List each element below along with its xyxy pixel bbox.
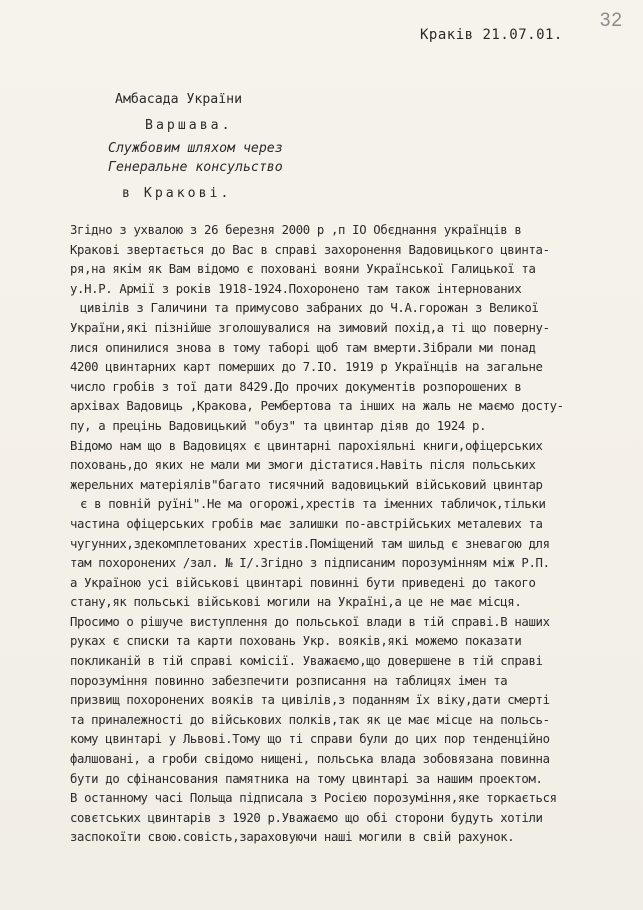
- body-line: Просимо о рішуче виступлення до польської влади в тій справі.В наших: [70, 614, 550, 629]
- body-line: поховань,до яких не мали ми змоги дістатися.Навіть після польських: [70, 458, 536, 473]
- body-line: фалшовані, а гроби свідомо нищені, польська влада зобовязана повинна: [70, 752, 550, 767]
- recipient-city: Варшава.: [145, 118, 233, 133]
- body-line: совєтських цвинтарів з 1920 р.Уважаємо що обі сторони будуть хотіли: [70, 810, 543, 825]
- body-line: лися опинилися знова в тому таборі щоб там вмерти.Зібрали ми понад: [70, 340, 536, 355]
- body-line: архівах Вадовиць ,Кракова, Рембертова та інших на жаль не маємо досту-: [70, 399, 564, 414]
- body-line: призвищ похоронених вояків та цивілів,з поданням їх віку,дати смерті: [70, 693, 550, 708]
- body-line: жерельних матеріялів"багато тисячний вадовицький військовий цвинтар: [70, 477, 543, 492]
- routing-consulate: Генеральне консульство: [108, 160, 283, 175]
- body-line: частина офіцерських гробів має залишки по-австрійських металевих та: [70, 516, 543, 531]
- body-line: цивілів з Галичини та примусово забраних до Ч.А.горожан з Великої: [80, 301, 539, 316]
- body-line: Відомо нам що в Вадовицях є цвинтарні парохіяльні книги,офіцерських: [70, 438, 543, 453]
- body-line: пу, а прецінь Вадовицький "обуз" та цвинтар діяв до 1924 р.: [70, 418, 487, 433]
- body-line: чугунних,здекомплетованих хрестів.Поміщений там шильд є зневагою для: [70, 536, 550, 551]
- routing-city: в Кракові.: [122, 186, 232, 201]
- body-line: є в повній руїні".Не ма огорожі,хрестів та іменних табличок,тільки: [80, 497, 546, 512]
- routing-line: Службовим шляхом через: [108, 141, 283, 156]
- body-line: бути до сфінансования памятника на тому цвинтарі за нашим проектом.: [70, 771, 543, 786]
- page-number: 32: [599, 10, 623, 31]
- body-line: покликаній в тій справі комісії. Уважаємо,що довершене в тій справі: [70, 654, 543, 669]
- body-line: ря,на якім як Вам відомо є поховані вояни Української Галицької та: [70, 262, 536, 277]
- body-line: число гробів з тої дати 8429.До прочих документів розпорошених в: [70, 379, 522, 394]
- body-line: та приналежності до військових полків,так як це має місце на польсь-: [70, 712, 550, 727]
- body-line: руках є списки та карти поховань Укр. вояків,які можемо показати: [70, 634, 522, 649]
- body-line: стану,як польські військові могили на Україні,а це не має місця.: [70, 595, 522, 610]
- body-line: порозуміння повинно забезпечити розписання на таблицях імен та: [70, 673, 508, 688]
- body-line: України,які пізнійше зголошувалися на зимовий похід,а ті що поверну-: [70, 320, 550, 335]
- letter-date: Краків 21.07.01.: [420, 27, 563, 43]
- body-line: там похоронених /зал. № I/.Згідно з підписаним порозумінням між Р.П.: [70, 556, 550, 571]
- body-line: у.Н.Р. Армії з років 1918-1924.Похоронено там також інтернованих: [70, 281, 522, 296]
- body-line: Кракові звертається до Вас в справі захоронення Вадовицького цвинта-: [70, 242, 550, 257]
- body-line: В останному часі Польща підписала з Росією порозуміння,яке торкається: [70, 791, 557, 806]
- recipient-line: Амбасада України: [115, 92, 243, 107]
- body-line: заспокоїти свою.совість,зараховуючи наші могили в свій рахунок.: [70, 830, 515, 845]
- body-line: 4200 цвинтарних карт померших до 7.IO. 1919 р Українців на загальне: [70, 360, 543, 375]
- body-line: Згідно з ухвалою з 26 березня 2000 р ,п IO Обєднання українців в: [70, 223, 522, 237]
- body-line: кому цвинтарі у Львові.Тому що ті справи були до цих пор тенденційно: [70, 732, 550, 747]
- body-line: а Україною усі військові цвинтарі повинні бути приведені до такого: [70, 575, 536, 590]
- letter-body: [70, 221, 630, 848]
